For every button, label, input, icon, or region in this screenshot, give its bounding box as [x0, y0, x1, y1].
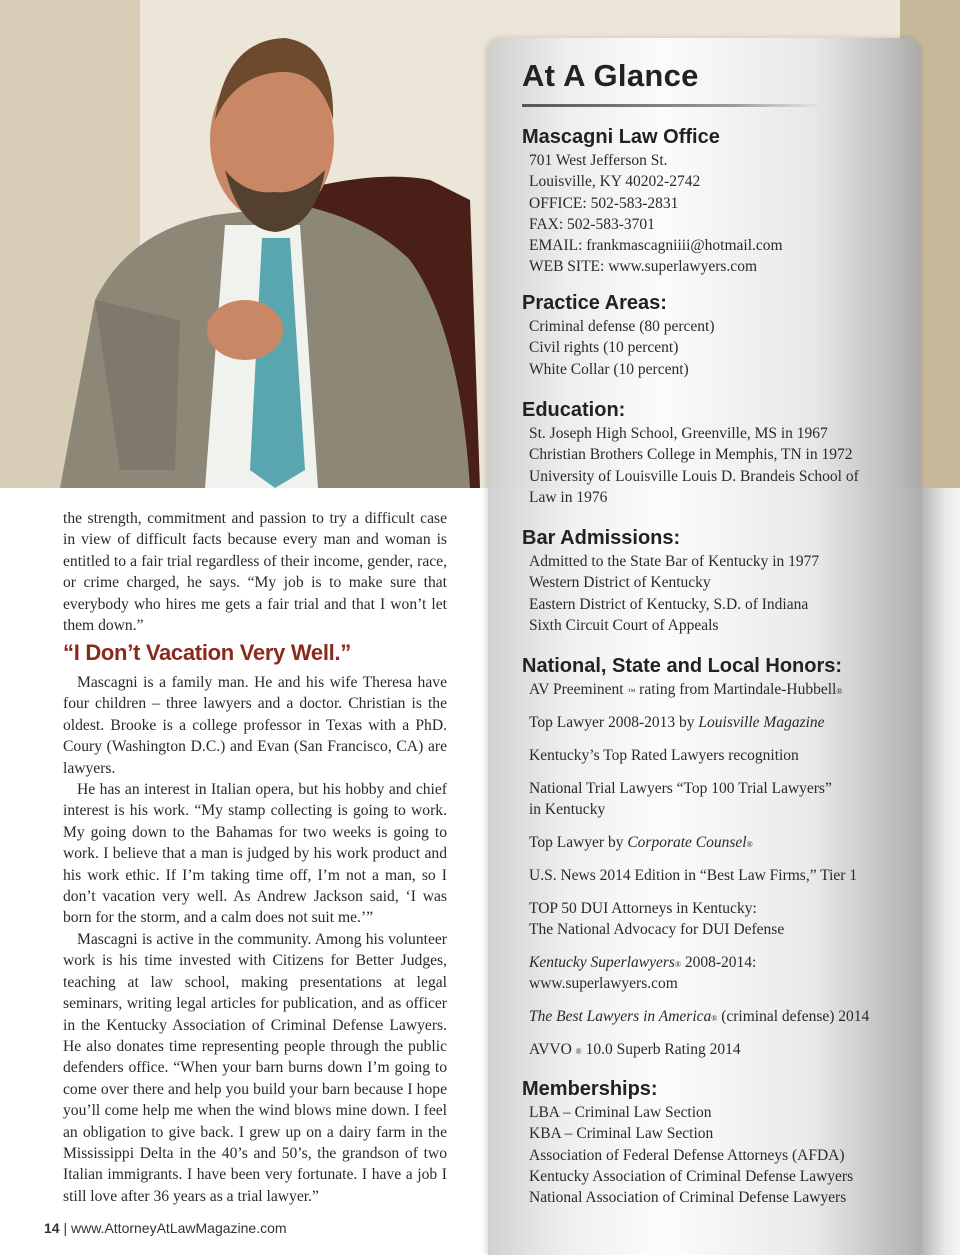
honor-item: AV Preeminent ™ rating from Martindale-Hubbell®: [529, 681, 843, 698]
membership-item: Kentucky Association of Criminal Defense Lawyers: [529, 1167, 854, 1185]
honors-heading: National, State and Local Honors:: [522, 655, 843, 677]
article-paragraph: Mascagni is active in the community. Among his volunteer work is his time invested with Citizens for Better Judges, teaching at law school, making presentations at legal seminars, writing legal articles for publication, and as officer in the Kentucky Association of Criminal Defense Lawyers. He also donates time representing people through the public defenders office. “When your barn burns down I’m going to come over there and help you build your barn because I hope you’ll come help me when the wind blows mine down. I feel an obligation to give back. I grew up on a dairy farm in the Mississippi Delta in the 40’s and 50’s, the grandson of two Italian immigrants. I have been very fortunate. I have a job I still love after 36 years as a trial lawyer.”: [63, 930, 447, 1205]
honor-item: National Trial Lawyers “Top 100 Trial Lawyers” in Kentucky: [529, 780, 832, 819]
honor-item: Kentucky’s Top Rated Lawyers recognition: [529, 747, 799, 764]
bar-item: Eastern District of Kentucky, S.D. of Indiana: [529, 595, 809, 613]
office-website: WEB SITE: www.superlawyers.com: [529, 258, 757, 276]
honor-item: Top Lawyer 2008-2013 by Louisville Magazine: [529, 714, 825, 731]
honor-item: Kentucky Superlawyers® 2008-2014: www.superlawyers.com: [529, 954, 757, 993]
bar-list: [529, 551, 819, 636]
honor-item: TOP 50 DUI Attorneys in Kentucky: The National Advocacy for DUI Defense: [529, 900, 785, 939]
honor-item: Top Lawyer by Corporate Counsel®: [529, 834, 753, 851]
bar-item: Admitted to the State Bar of Kentucky in 1977: [529, 553, 820, 570]
sidebar-title: At A Glance: [522, 58, 699, 93]
article-paragraph: He has an interest in Italian opera, but his hobby and chief interest is his work. “My stamp collecting is going to work. My going down to the Bahamas for two weeks is going to work. I believe that a man is judged by his work product and his work ethic. If I’m taking time off, I’m not a man, so I don’t vacation very well. As Andrew Jackson said, ‘I was born for the storm, and a calm does not suit me.’”: [63, 781, 447, 927]
education-item: Christian Brothers College in Memphis, TN in 1972: [529, 446, 853, 464]
panel-edge-shading: [922, 488, 960, 1255]
office-heading: Mascagni Law Office: [522, 126, 720, 148]
page-number: 14: [44, 1220, 60, 1236]
footer-website: www.AttorneyAtLawMagazine.com: [71, 1220, 287, 1236]
article-paragraph: the strength, commitment and passion to try a difficult case in view of difficult facts because every man and woman is entitled to a fair trial regardless of their income, gender, race, or crime charged, he says. “My job is to make sure that everybody who hires me gets a fair trial and that I won’t let them down.”: [63, 510, 447, 635]
office-city-line: Louisville, KY 40202-2742: [529, 173, 701, 191]
article-subheading: “I Don’t Vacation Very Well.”: [63, 640, 351, 665]
page-footer: [44, 1220, 287, 1236]
practice-list: [529, 316, 715, 380]
honor-item: AVVO ® 10.0 Superb Rating 2014: [529, 1041, 741, 1058]
education-item: University of Louisville Louis D. Brandeis School of: [529, 467, 859, 485]
office-fax: FAX: 502-583-3701: [529, 215, 655, 233]
office-phone: OFFICE: 502-583-2831: [529, 194, 679, 212]
membership-item: Association of Federal Defense Attorneys (AFDA): [529, 1146, 845, 1164]
practice-item: Civil rights (10 percent): [529, 339, 679, 357]
honor-item: The Best Lawyers in America® (criminal defense) 2014: [529, 1008, 870, 1025]
practice-item: White Collar (10 percent): [529, 360, 689, 378]
title-rule: [522, 104, 822, 107]
article-paragraph: Mascagni is a family man. He and his wife Theresa have four children – three lawyers and a doctor. Christian is the oldest. Brooke is a college professor in Texas with a PhD. Coury (Washington D.C.) and Evan (San Francisco, CA) are lawyers.: [63, 674, 447, 777]
article-intro-paragraph: [63, 508, 447, 636]
office-email: EMAIL: frankmascagniiii@hotmail.com: [529, 237, 783, 255]
office-address-line: 701 West Jefferson St.: [529, 152, 668, 169]
bar-heading: Bar Admissions:: [522, 527, 681, 549]
practice-heading: Practice Areas:: [522, 292, 667, 314]
article-body: [63, 672, 447, 1207]
education-item: Law in 1976: [529, 488, 608, 506]
practice-item: Criminal defense (80 percent): [529, 318, 715, 335]
education-list: [529, 423, 859, 508]
membership-item: National Association of Criminal Defense Lawyers: [529, 1189, 847, 1207]
bar-item: Western District of Kentucky: [529, 574, 711, 592]
membership-item: KBA – Criminal Law Section: [529, 1125, 714, 1143]
memberships-heading: Memberships:: [522, 1078, 658, 1100]
honor-item: U.S. News 2014 Edition in “Best Law Firms,” Tier 1: [529, 867, 858, 884]
memberships-list: [529, 1102, 853, 1208]
membership-item: LBA – Criminal Law Section: [529, 1104, 712, 1121]
education-heading: Education:: [522, 399, 626, 421]
footer-separator: |: [59, 1220, 71, 1236]
education-item: St. Joseph High School, Greenville, MS in 1967: [529, 425, 828, 442]
office-details: [529, 150, 783, 278]
bar-item: Sixth Circuit Court of Appeals: [529, 616, 719, 634]
